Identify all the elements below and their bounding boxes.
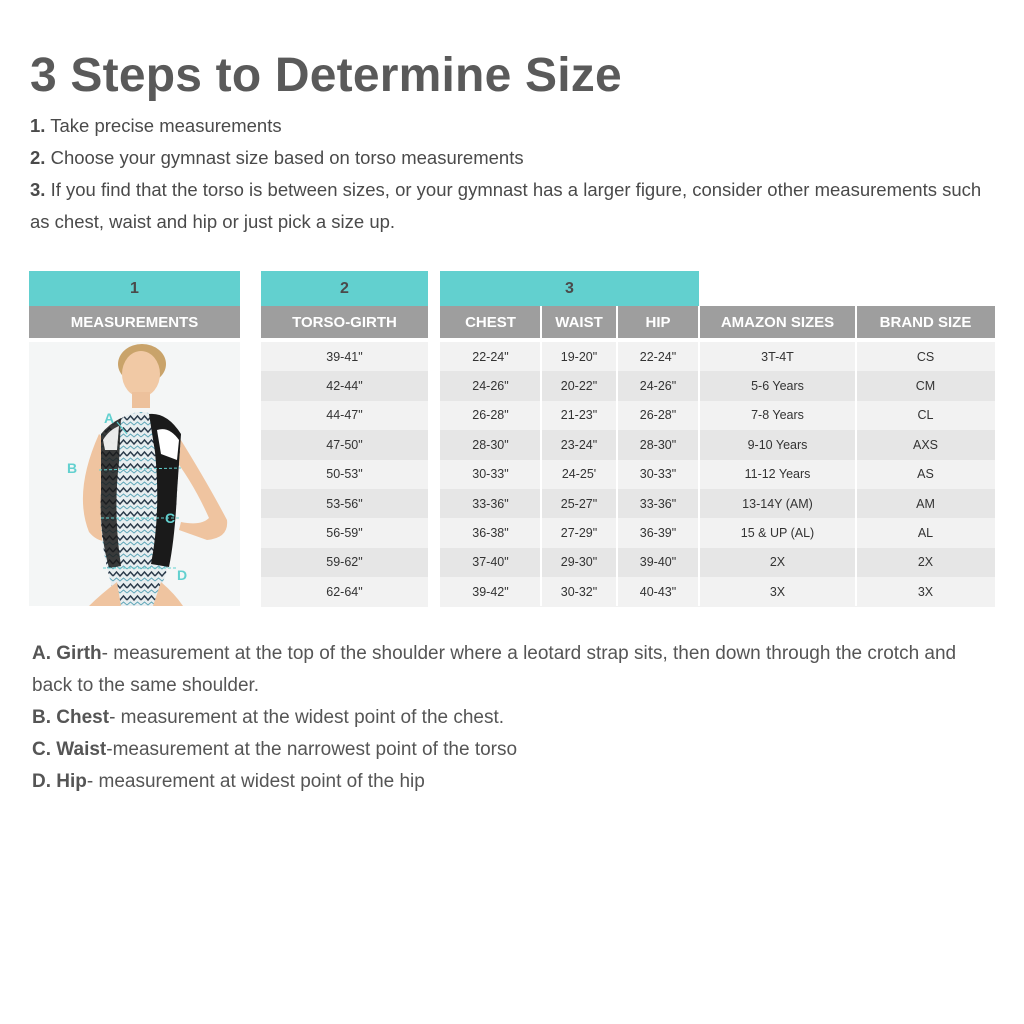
step-number: 3.: [30, 179, 46, 200]
step-header-1: 1: [29, 271, 240, 306]
table-cell-amazon: 3X: [699, 577, 856, 606]
step-header-2: 2: [261, 271, 428, 306]
table-cell-hip: 30-33": [617, 460, 699, 489]
definition-term: A. Girth: [32, 643, 102, 664]
table-cell-brand: 3X: [856, 577, 995, 606]
gymnast-illustration: [29, 342, 240, 606]
column-header-amazon-sizes: AMAZON SIZES: [699, 306, 856, 338]
table-cell-chest: 33-36": [440, 489, 541, 518]
step-text: If you find that the torso is between sizes, or your gymnast has a larger figure, consider other measurements such as chest, waist and hip or just pick a size up.: [30, 179, 982, 232]
column-header-hip: HIP: [617, 306, 699, 338]
definition-term: C. Waist: [32, 739, 107, 760]
column-divider: [698, 306, 700, 606]
table-cell-chest: 24-26": [440, 371, 541, 400]
table-cell-waist: 30-32": [541, 577, 617, 606]
waist-column: [541, 342, 617, 607]
table-cell-chest: 26-28": [440, 401, 541, 430]
table-cell-waist: 24-25': [541, 460, 617, 489]
table-cell-brand: 2X: [856, 548, 995, 577]
definition-text: - measurement at widest point of the hip: [86, 771, 425, 792]
table-cell-brand: CM: [856, 371, 995, 400]
table-cell-brand: CL: [856, 401, 995, 430]
step-text: Choose your gymnast size based on torso measurements: [45, 147, 524, 168]
table-cell-waist: 23-24": [541, 430, 617, 459]
table-cell-hip: 36-39": [617, 518, 699, 547]
table-cell-torso: 59-62": [261, 548, 428, 577]
step-1: [30, 110, 990, 142]
amazon-sizes-column: [699, 342, 856, 607]
step-2: [30, 142, 990, 174]
measure-label-c: C: [165, 510, 176, 526]
hip-column: [617, 342, 699, 607]
table-cell-brand: AM: [856, 489, 995, 518]
table-cell-hip: 39-40": [617, 548, 699, 577]
table-cell-torso: 39-41": [261, 342, 428, 371]
table-cell-brand: AXS: [856, 430, 995, 459]
table-cell-torso: 44-47": [261, 401, 428, 430]
table-cell-chest: 39-42": [440, 577, 541, 606]
table-cell-hip: 24-26": [617, 371, 699, 400]
step-header-3: 3: [440, 271, 699, 306]
step-number: 2.: [30, 147, 46, 168]
step-3: [30, 174, 990, 238]
table-cell-amazon: 15 & UP (AL): [699, 518, 856, 547]
brand-size-column: [856, 342, 995, 607]
definition-term: D. Hip: [32, 771, 87, 792]
column-divider: [540, 306, 542, 606]
table-cell-torso: 56-59": [261, 518, 428, 547]
steps-list: [30, 110, 990, 238]
table-cell-waist: 21-23": [541, 401, 617, 430]
table-cell-torso: 47-50": [261, 430, 428, 459]
table-cell-waist: 29-30": [541, 548, 617, 577]
table-cell-torso: 42-44": [261, 371, 428, 400]
table-cell-hip: 40-43": [617, 577, 699, 606]
measure-label-b: B: [67, 460, 78, 476]
measure-label-d: D: [177, 567, 188, 583]
step-text: Take precise measurements: [45, 115, 282, 136]
gymnast-photo: [29, 342, 240, 606]
table-cell-waist: 19-20": [541, 342, 617, 371]
table-cell-waist: 20-22": [541, 371, 617, 400]
table-cell-chest: 30-33": [440, 460, 541, 489]
definition-waist: [32, 734, 992, 766]
table-cell-chest: 37-40": [440, 548, 541, 577]
column-divider: [855, 306, 857, 606]
table-cell-amazon: 9-10 Years: [699, 430, 856, 459]
table-cell-brand: AS: [856, 460, 995, 489]
table-cell-hip: 26-28": [617, 401, 699, 430]
table-cell-waist: 25-27": [541, 489, 617, 518]
chest-column: [440, 342, 541, 607]
table-cell-amazon: 5-6 Years: [699, 371, 856, 400]
table-cell-chest: 36-38": [440, 518, 541, 547]
torso-girth-column: [261, 342, 428, 607]
table-cell-waist: 27-29": [541, 518, 617, 547]
definition-chest: [32, 702, 992, 734]
definition-girth: [32, 638, 992, 702]
measurement-definitions: [32, 638, 992, 798]
column-header-waist: WAIST: [541, 306, 617, 338]
table-cell-amazon: 11-12 Years: [699, 460, 856, 489]
table-cell-hip: 33-36": [617, 489, 699, 518]
definition-text: - measurement at the top of the shoulder where a leotard strap sits, then down through the crotch and back to the same shoulder.: [32, 643, 957, 696]
measure-label-a: A: [104, 410, 115, 426]
table-cell-brand: AL: [856, 518, 995, 547]
column-divider: [616, 306, 618, 606]
table-cell-amazon: 3T-4T: [699, 342, 856, 371]
table-cell-brand: CS: [856, 342, 995, 371]
column-header-chest: CHEST: [440, 306, 541, 338]
table-cell-torso: 53-56": [261, 489, 428, 518]
column-header-brand-size: BRAND SIZE: [856, 306, 995, 338]
table-cell-torso: 62-64": [261, 577, 428, 606]
table-cell-hip: 22-24": [617, 342, 699, 371]
table-cell-amazon: 13-14Y (AM): [699, 489, 856, 518]
definition-text: - measurement at the widest point of the chest.: [109, 707, 505, 728]
definition-hip: [32, 766, 992, 798]
table-cell-hip: 28-30": [617, 430, 699, 459]
table-cell-amazon: 7-8 Years: [699, 401, 856, 430]
step-number: 1.: [30, 115, 46, 136]
table-cell-chest: 22-24": [440, 342, 541, 371]
column-header-measurements: MEASUREMENTS: [29, 306, 240, 338]
definition-term: B. Chest: [32, 707, 110, 728]
column-header-torso-girth: TORSO-GIRTH: [261, 306, 428, 338]
table-cell-torso: 50-53": [261, 460, 428, 489]
table-cell-amazon: 2X: [699, 548, 856, 577]
definition-text: -measurement at the narrowest point of the torso: [106, 739, 518, 760]
page-title: 3 Steps to Determine Size: [30, 49, 622, 102]
table-cell-chest: 28-30": [440, 430, 541, 459]
